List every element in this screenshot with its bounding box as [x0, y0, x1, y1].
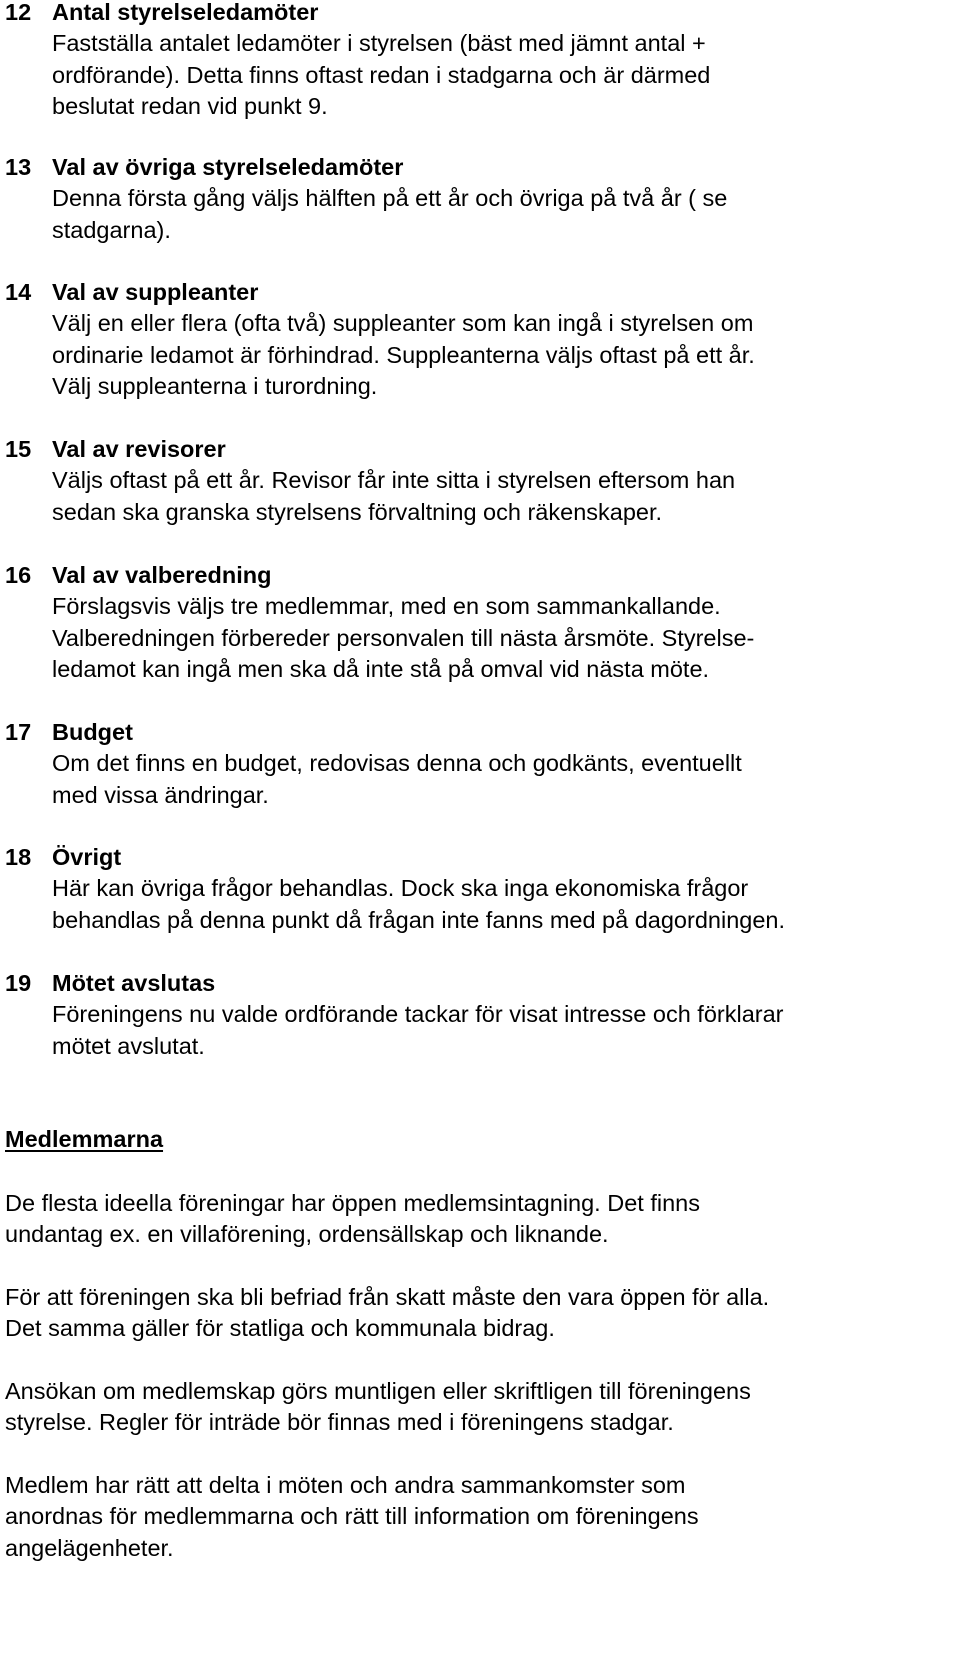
- paragraph: [5, 1188, 955, 1251]
- text-line: De flesta ideella föreningar har öppen medlemsintagning. Det finns: [5, 1190, 700, 1216]
- agenda-item-heading: [5, 277, 955, 308]
- agenda-item-number: 17: [5, 719, 32, 745]
- agenda-item-16: [5, 560, 955, 686]
- agenda-item-number: 13: [5, 154, 32, 180]
- agenda-item-body: [5, 999, 955, 1062]
- agenda-item-heading: [5, 968, 955, 999]
- agenda-item-13: [5, 152, 955, 246]
- agenda-item-body: [5, 465, 955, 528]
- text-line: angelägenheter.: [5, 1534, 174, 1561]
- agenda-item-body: [5, 748, 955, 811]
- agenda-item-title: Val av suppleanter: [52, 279, 259, 305]
- text-line: behandlas på denna punkt då frågan inte fanns med på dagordningen.: [52, 906, 785, 933]
- agenda-item-number: 18: [5, 844, 32, 870]
- text-line: styrelse. Regler för inträde bör finnas med i föreningens stadgar.: [5, 1409, 674, 1436]
- text-line: ordförande). Detta finns oftast redan i stadgarna och är därmed: [52, 61, 711, 88]
- text-line: Välj en eller flera (ofta två) suppleanter som kan ingå i styrelsen om: [52, 310, 754, 337]
- text-line: Föreningens nu valde ordförande tackar för visat intresse och förklarar: [52, 1001, 784, 1028]
- text-line: Valberedningen förbereder personvalen till nästa årsmöte. Styrelse-: [52, 624, 755, 651]
- agenda-item-18: [5, 842, 955, 936]
- agenda-item-heading: [5, 434, 955, 465]
- text-line: Här kan övriga frågor behandlas. Dock ska inga ekonomiska frågor: [52, 875, 749, 902]
- agenda-item-number: 14: [5, 279, 32, 305]
- text-line: Denna första gång väljs hälften på ett år och övriga på två år ( se: [52, 185, 728, 212]
- text-line: mötet avslutat.: [52, 1032, 205, 1059]
- agenda-item-heading: [5, 152, 955, 183]
- agenda-item-15: [5, 434, 955, 528]
- section-heading: Medlemmarna: [5, 1126, 164, 1152]
- agenda-item-14: [5, 277, 955, 403]
- agenda-item-title: Val av övriga styrelseledamöter: [52, 154, 404, 180]
- text-line: undantag ex. en villaförening, ordensällskap och liknande.: [5, 1221, 609, 1248]
- text-line: stadgarna).: [52, 216, 171, 243]
- agenda-item-body: [5, 591, 955, 685]
- agenda-item-heading: [5, 842, 955, 873]
- agenda-item-title: Val av valberedning: [52, 562, 272, 588]
- text-line: Medlem har rätt att delta i möten och andra sammankomster som: [5, 1472, 686, 1498]
- text-line: Det samma gäller för statliga och kommunala bidrag.: [5, 1315, 555, 1342]
- text-line: Välj suppleanterna i turordning.: [52, 373, 378, 400]
- agenda-item-19: [5, 968, 955, 1062]
- agenda-item-heading: [5, 0, 955, 28]
- agenda-item-17: [5, 717, 955, 811]
- paragraph: [5, 1282, 955, 1345]
- agenda-item-title: Mötet avslutas: [52, 970, 216, 996]
- paragraph: [5, 1470, 955, 1564]
- text-line: Förslagsvis väljs tre medlemmar, med en som sammankallande.: [52, 593, 721, 620]
- text-line: Ansökan om medlemskap görs muntligen eller skriftligen till föreningens: [5, 1378, 751, 1404]
- text-line: med vissa ändringar.: [52, 781, 269, 808]
- text-line: ledamot kan ingå men ska då inte stå på omval vid nästa möte.: [52, 656, 710, 683]
- text-line: Om det finns en budget, redovisas denna och godkänts, eventuellt: [52, 750, 742, 777]
- text-line: Väljs oftast på ett år. Revisor får inte sitta i styrelsen eftersom han: [52, 467, 736, 494]
- agenda-item-title: Antal styrelseledamöter: [52, 0, 319, 25]
- paragraph: [5, 1376, 955, 1439]
- text-line: anordnas för medlemmarna och rätt till information om föreningens: [5, 1503, 699, 1530]
- agenda-item-12: [5, 0, 955, 123]
- text-line: För att föreningen ska bli befriad från skatt måste den vara öppen för alla.: [5, 1284, 770, 1310]
- agenda-item-title: Budget: [52, 719, 133, 745]
- agenda-item-body: [5, 308, 955, 402]
- agenda-item-number: 12: [5, 0, 32, 25]
- agenda-item-body: [5, 28, 955, 122]
- agenda-item-number: 16: [5, 562, 32, 588]
- text-line: beslutat redan vid punkt 9.: [52, 93, 328, 120]
- agenda-item-number: 15: [5, 436, 32, 462]
- agenda-item-title: Val av revisorer: [52, 436, 226, 462]
- text-line: sedan ska granska styrelsens förvaltning och räkenskaper.: [52, 498, 663, 525]
- text-line: ordinarie ledamot är förhindrad. Suppleanterna väljs oftast på ett år.: [52, 341, 755, 368]
- agenda-item-heading: [5, 717, 955, 748]
- agenda-item-body: [5, 873, 955, 936]
- agenda-item-heading: [5, 560, 955, 591]
- agenda-item-number: 19: [5, 970, 32, 996]
- text-line: Fastställa antalet ledamöter i styrelsen (bäst med jämnt antal +: [52, 30, 706, 57]
- agenda-item-title: Övrigt: [52, 844, 122, 870]
- agenda-item-body: [5, 183, 955, 246]
